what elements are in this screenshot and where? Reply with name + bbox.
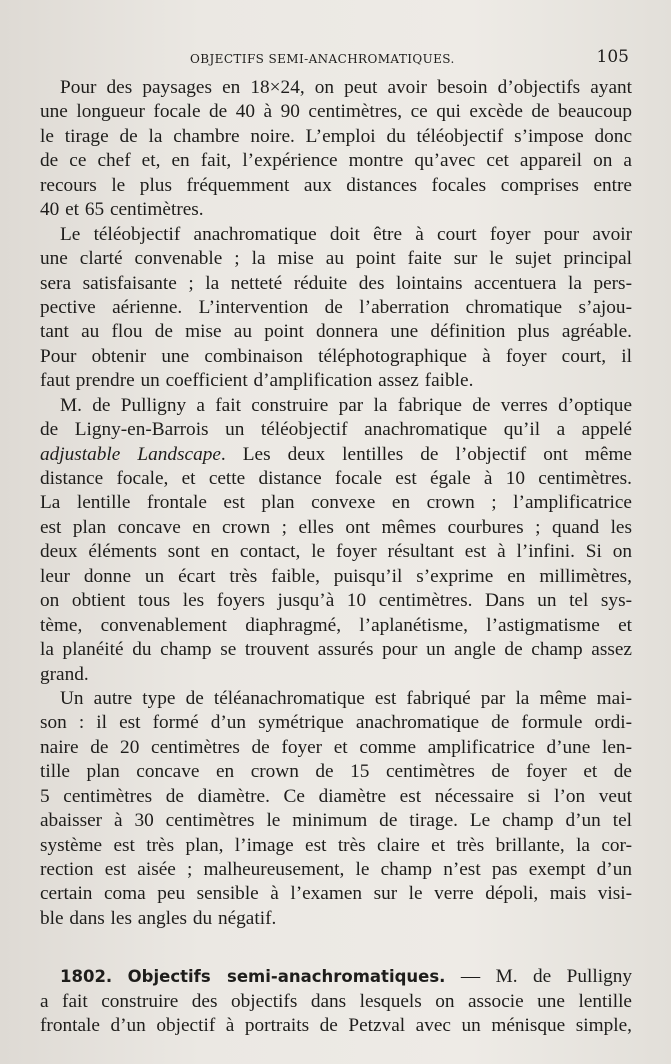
paragraph-4 xyxy=(40,687,632,931)
text-line: pective aérienne. L’intervention de l’aberration chromatique s’ajou- xyxy=(40,296,632,318)
running-head xyxy=(40,46,631,68)
text-line: ble dans les angles du négatif. xyxy=(40,907,277,929)
text-line: naire de 20 centimètres de foyer et comme amplificatrice d’une len- xyxy=(40,736,632,758)
text-line: tant au flou de mise au point donnera une définition plus agréable. xyxy=(40,321,632,343)
text-line: M. de Pulligny a fait construire par la fabrique de verres d’optique xyxy=(60,394,632,416)
text-line: de ce chef et, en fait, l’expérience montre qu’avec cet appareil on a xyxy=(40,150,632,172)
text-line: une clarté convenable ; la mise au point faite sur le sujet principal xyxy=(40,248,632,270)
italic-phrase: adjustable Landscape xyxy=(40,443,221,465)
text-line-italic: adjustable Landscape. Les deux lentilles de l’objectif ont même xyxy=(40,443,632,465)
text-line: est plan concave en crown ; elles ont mêmes courbures ; quand les xyxy=(40,516,632,538)
text-line: abaisser à 30 centimètres le minimum de tirage. Le champ d’un tel xyxy=(40,810,632,832)
paragraph-2 xyxy=(40,223,632,394)
text-line: Pour des paysages en 18×24, on peut avoir besoin d’objectifs ayant xyxy=(60,77,632,98)
running-title: OBJECTIFS SEMI-ANACHROMATIQUES. xyxy=(190,52,455,66)
paragraph-3 xyxy=(40,394,632,687)
text-line: Le téléobjectif anachromatique doit être à court foyer pour avoir xyxy=(60,223,632,245)
text-line: Pour obtenir une combinaison téléphotographique à foyer court, il xyxy=(40,345,632,367)
page-number: 105 xyxy=(596,47,629,67)
text-line: grand. xyxy=(40,663,89,685)
text-line: de Ligny-en-Barrois un téléobjectif anachromatique qu’il a appelé xyxy=(40,419,632,441)
text-line: la planéité du champ se trouvent assurés pour un angle de champ assez xyxy=(40,639,632,661)
paragraph-1 xyxy=(40,76,632,223)
text-line: faut prendre un coefficient d’amplification assez faible. xyxy=(40,370,474,392)
text-line: frontale d’un objectif à portraits de Petzval avec un ménisque simple, xyxy=(40,1015,632,1037)
section-number: 1802. xyxy=(60,967,113,987)
text-line: le tirage de la chambre noire. L’emploi du téléobjectif s’impose donc xyxy=(40,125,632,147)
section-title: Objectifs semi-anachromatiques. xyxy=(127,967,446,987)
text-line: une longueur focale de 40 à 90 centimètres, ce qui excède de beaucoup xyxy=(40,101,632,123)
section-first-line-rest: — M. de Pulligny xyxy=(445,966,632,988)
text-line: tème, convenablement diaphragmé, l’aplanétisme, l’astigmatisme et xyxy=(40,614,632,636)
text-line: 40 et 65 centimètres. xyxy=(40,199,204,221)
text-line: recours le plus fréquemment aux distances focales comprises entre xyxy=(40,174,632,196)
text-line: tille plan concave en crown de 15 centimètres de foyer et de xyxy=(40,761,632,783)
section-gap xyxy=(40,931,632,965)
text-line: La lentille frontale est plan convexe en crown ; l’amplificatrice xyxy=(40,492,632,514)
body-text xyxy=(40,76,632,1039)
text-line: on obtient tous les foyers jusqu’à 10 centimètres. Dans un tel sys- xyxy=(40,590,632,612)
text-line: deux éléments sont en contact, le foyer résultant est à l’infini. Si on xyxy=(40,541,632,563)
text-line: certain coma peu sensible à l’examen sur le verre dépoli, mais visi- xyxy=(40,883,632,905)
text-line: son : il est formé d’un symétrique anachromatique de formule ordi- xyxy=(40,712,632,734)
text-line: distance focale, et cette distance focale est égale à 10 centimètres. xyxy=(40,468,632,489)
text-line: sera satisfaisante ; la netteté réduite des lointains accentuera la pers- xyxy=(40,272,632,294)
section-heading-line xyxy=(40,965,632,989)
text-line: 5 centimètres de diamètre. Ce diamètre est nécessaire si l’on veut xyxy=(40,785,632,807)
text-line: Un autre type de téléanachromatique est fabriqué par la même mai- xyxy=(60,687,632,709)
text-line: rection est aisée ; malheureusement, le champ n’est pas exempt d’un xyxy=(40,859,632,880)
section-1802 xyxy=(40,965,632,1038)
text-line: a fait construire des objectifs dans lesquels on associe une lentille xyxy=(40,990,632,1012)
text-line: système est très plan, l’image est très claire et très brillante, la cor- xyxy=(40,834,632,856)
text-line: leur donne un écart très faible, puisqu’il s’exprime en millimètres, xyxy=(40,565,632,587)
